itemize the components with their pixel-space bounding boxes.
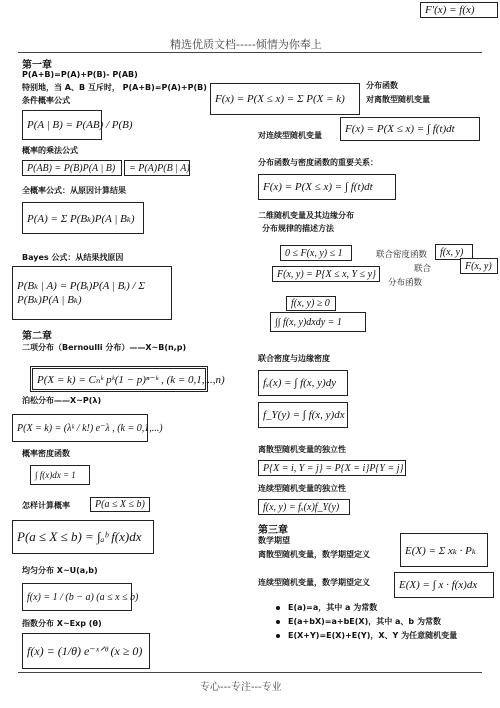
joint-density-label: 联合密度函数 [376, 250, 428, 260]
addition-rule: P(A+B)=P(A)+P(B)- P(AB) [22, 70, 138, 79]
multiplication-formula: P(AB) = P(B)P(A | B) [22, 160, 122, 176]
calc-prob-formula: P(a ≤ X ≤ b) = ∫ₐᵇ f(x)dx [12, 520, 154, 554]
two-d-label: 二维随机变量及其边缘分布 [258, 211, 354, 220]
joint-F-formula: F(x, y) [460, 258, 498, 274]
discrete-expect-label: 离散型随机变量，数学期望定义 [258, 550, 370, 559]
density-label: 概率密度函数 [22, 449, 70, 458]
expect-property-2: E(a+bX)=a+bE(X)，其中 a、b 为常数 [288, 617, 441, 626]
dist-func-label: 分布函数 [388, 278, 423, 288]
discrete-expect-formula: E(X) = Σ xₖ · Pₖ [400, 533, 488, 567]
density-formula: ∫ f(x)dx = 1 [30, 465, 90, 485]
calc-prob-small: P(a ≤ X ≤ b) [90, 497, 150, 512]
discrete-label: 对离散型随机变量 [366, 95, 430, 104]
double-integral-formula: ∫∫ f(x, y)dxdy = 1 [270, 312, 366, 332]
chapter-3-heading: 第三章 [258, 525, 288, 536]
uniform-formula: f(x) = 1 / (b − a) (a ≤ x ≤ b) [22, 583, 132, 611]
footer-rule [18, 672, 482, 673]
total-prob-label: 全概率公式：从原因计算结果 [22, 186, 126, 195]
binomial-label: 二项分布（Bernoulli 分布）——X~B(n,p) [22, 343, 187, 352]
marginal-x-formula: fₓ(x) = ∫ f(x, y)dy [258, 370, 348, 396]
conditional-prob-formula: P(A | B) = P(AB) / P(B) [22, 110, 102, 140]
expectation-label: 数学期望 [258, 536, 290, 545]
marginal-label: 联合密度与边缘密度 [258, 354, 330, 363]
joint-label: 联合 [414, 264, 432, 274]
poisson-formula: P(X = k) = (λᵏ / k!) e⁻λ , (k = 0,1,...) [12, 414, 148, 442]
dist-function-label: 分布函数 [366, 81, 398, 90]
relation-formula: F(x) = P(X ≤ x) = ∫ f(t)dt [258, 174, 396, 200]
expect-property-3: E(X+Y)=E(X)+E(Y)，X、Y 为任意随机变量 [288, 631, 458, 640]
two-d-sub: 分布规律的描述方法 [262, 224, 334, 233]
joint-def-formula: F(x, y) = P{X ≤ x, Y ≤ y} [272, 266, 380, 282]
bullet-dot [276, 606, 280, 610]
top-formula: F′(x) = f(x) [425, 4, 475, 16]
relation-label: 分布函数与密度函数的重要关系： [258, 158, 378, 167]
exclusive-rule: 特别地，当 A、B 互斥时， P(A+B)=P(A)+P(B) [22, 83, 207, 92]
bullet-dot [276, 634, 280, 638]
poisson-label: 泊松分布——X~P(λ) [22, 396, 102, 405]
continuous-formula: F(x) = P(X ≤ x) = ∫ f(t)dt [340, 117, 480, 141]
exponential-formula: f(x) = (1/θ) e⁻ˣᐟᶿ (x ≥ 0) [22, 633, 150, 669]
calc-prob-label: 怎样计算概率 [22, 501, 70, 510]
continuous-expect-label: 连续型随机变量，数学期望定义 [258, 578, 370, 587]
bayes-label: Bayes 公式：从结果找原因 [22, 253, 124, 262]
continuous-expect-formula: E(X) = ∫ x · f(x)dx [394, 572, 494, 598]
binomial-formula: P(X = k) = Cₙᵏ pᵏ(1 − p)ⁿ⁻ᵏ , (k = 0,1,...,n) [30, 366, 208, 392]
uniform-label: 均匀分布 X~U(a,b) [22, 566, 98, 575]
continuous-indep-formula: f(x, y) = fₓ(x)f_Y(y) [258, 499, 350, 515]
multiplication-formula-2: = P(A)P(B | A) [124, 160, 190, 176]
discrete-dist-formula: F(x) = P(X ≤ x) = Σ P(X = k) [210, 83, 360, 115]
top-formula-box [420, 2, 498, 18]
expect-property-1: E(a)=a，其中 a 为常数 [288, 603, 378, 612]
chapter-2-heading: 第二章 [22, 331, 52, 342]
marginal-y-formula: f_Y(y) = ∫ f(x, y)dx [258, 402, 348, 428]
bayes-formula: P(Bₖ | A) = P(Bᵢ)P(A | Bᵢ) / Σ P(Bₖ)P(A | Bₖ) [12, 266, 172, 320]
chapter-1-heading: 第一章 [22, 60, 52, 71]
continuous-label: 对连续型随机变量 [258, 131, 322, 140]
conditional-prob-label: 条件概率公式 [22, 96, 70, 105]
discrete-indep-label: 离散型随机变量的独立性 [258, 445, 346, 454]
page-header: 精选优质文档-----倾情为你奉上 [170, 38, 322, 51]
discrete-indep-formula: P{X = i, Y = j} = P{X = i}P{Y = j} [258, 460, 406, 476]
range-formula: 0 ≤ F(x, y) ≤ 1 [280, 245, 352, 261]
continuous-indep-label: 连续型随机变量的独立性 [258, 484, 346, 493]
joint-density-formula: f(x, y) [435, 244, 473, 260]
page-footer: 专心---专注---专业 [200, 682, 282, 693]
exponential-label: 指数分布 X~Exp (θ) [22, 619, 102, 628]
bullet-dot [276, 620, 280, 624]
multiplication-label: 概率的乘法公式 [22, 146, 78, 155]
total-prob-formula: P(A) = Σ P(Bₖ)P(A | Bₖ) [22, 202, 144, 234]
nonneg-formula: f(x, y) ≥ 0 [286, 296, 336, 311]
header-rule [18, 52, 482, 53]
